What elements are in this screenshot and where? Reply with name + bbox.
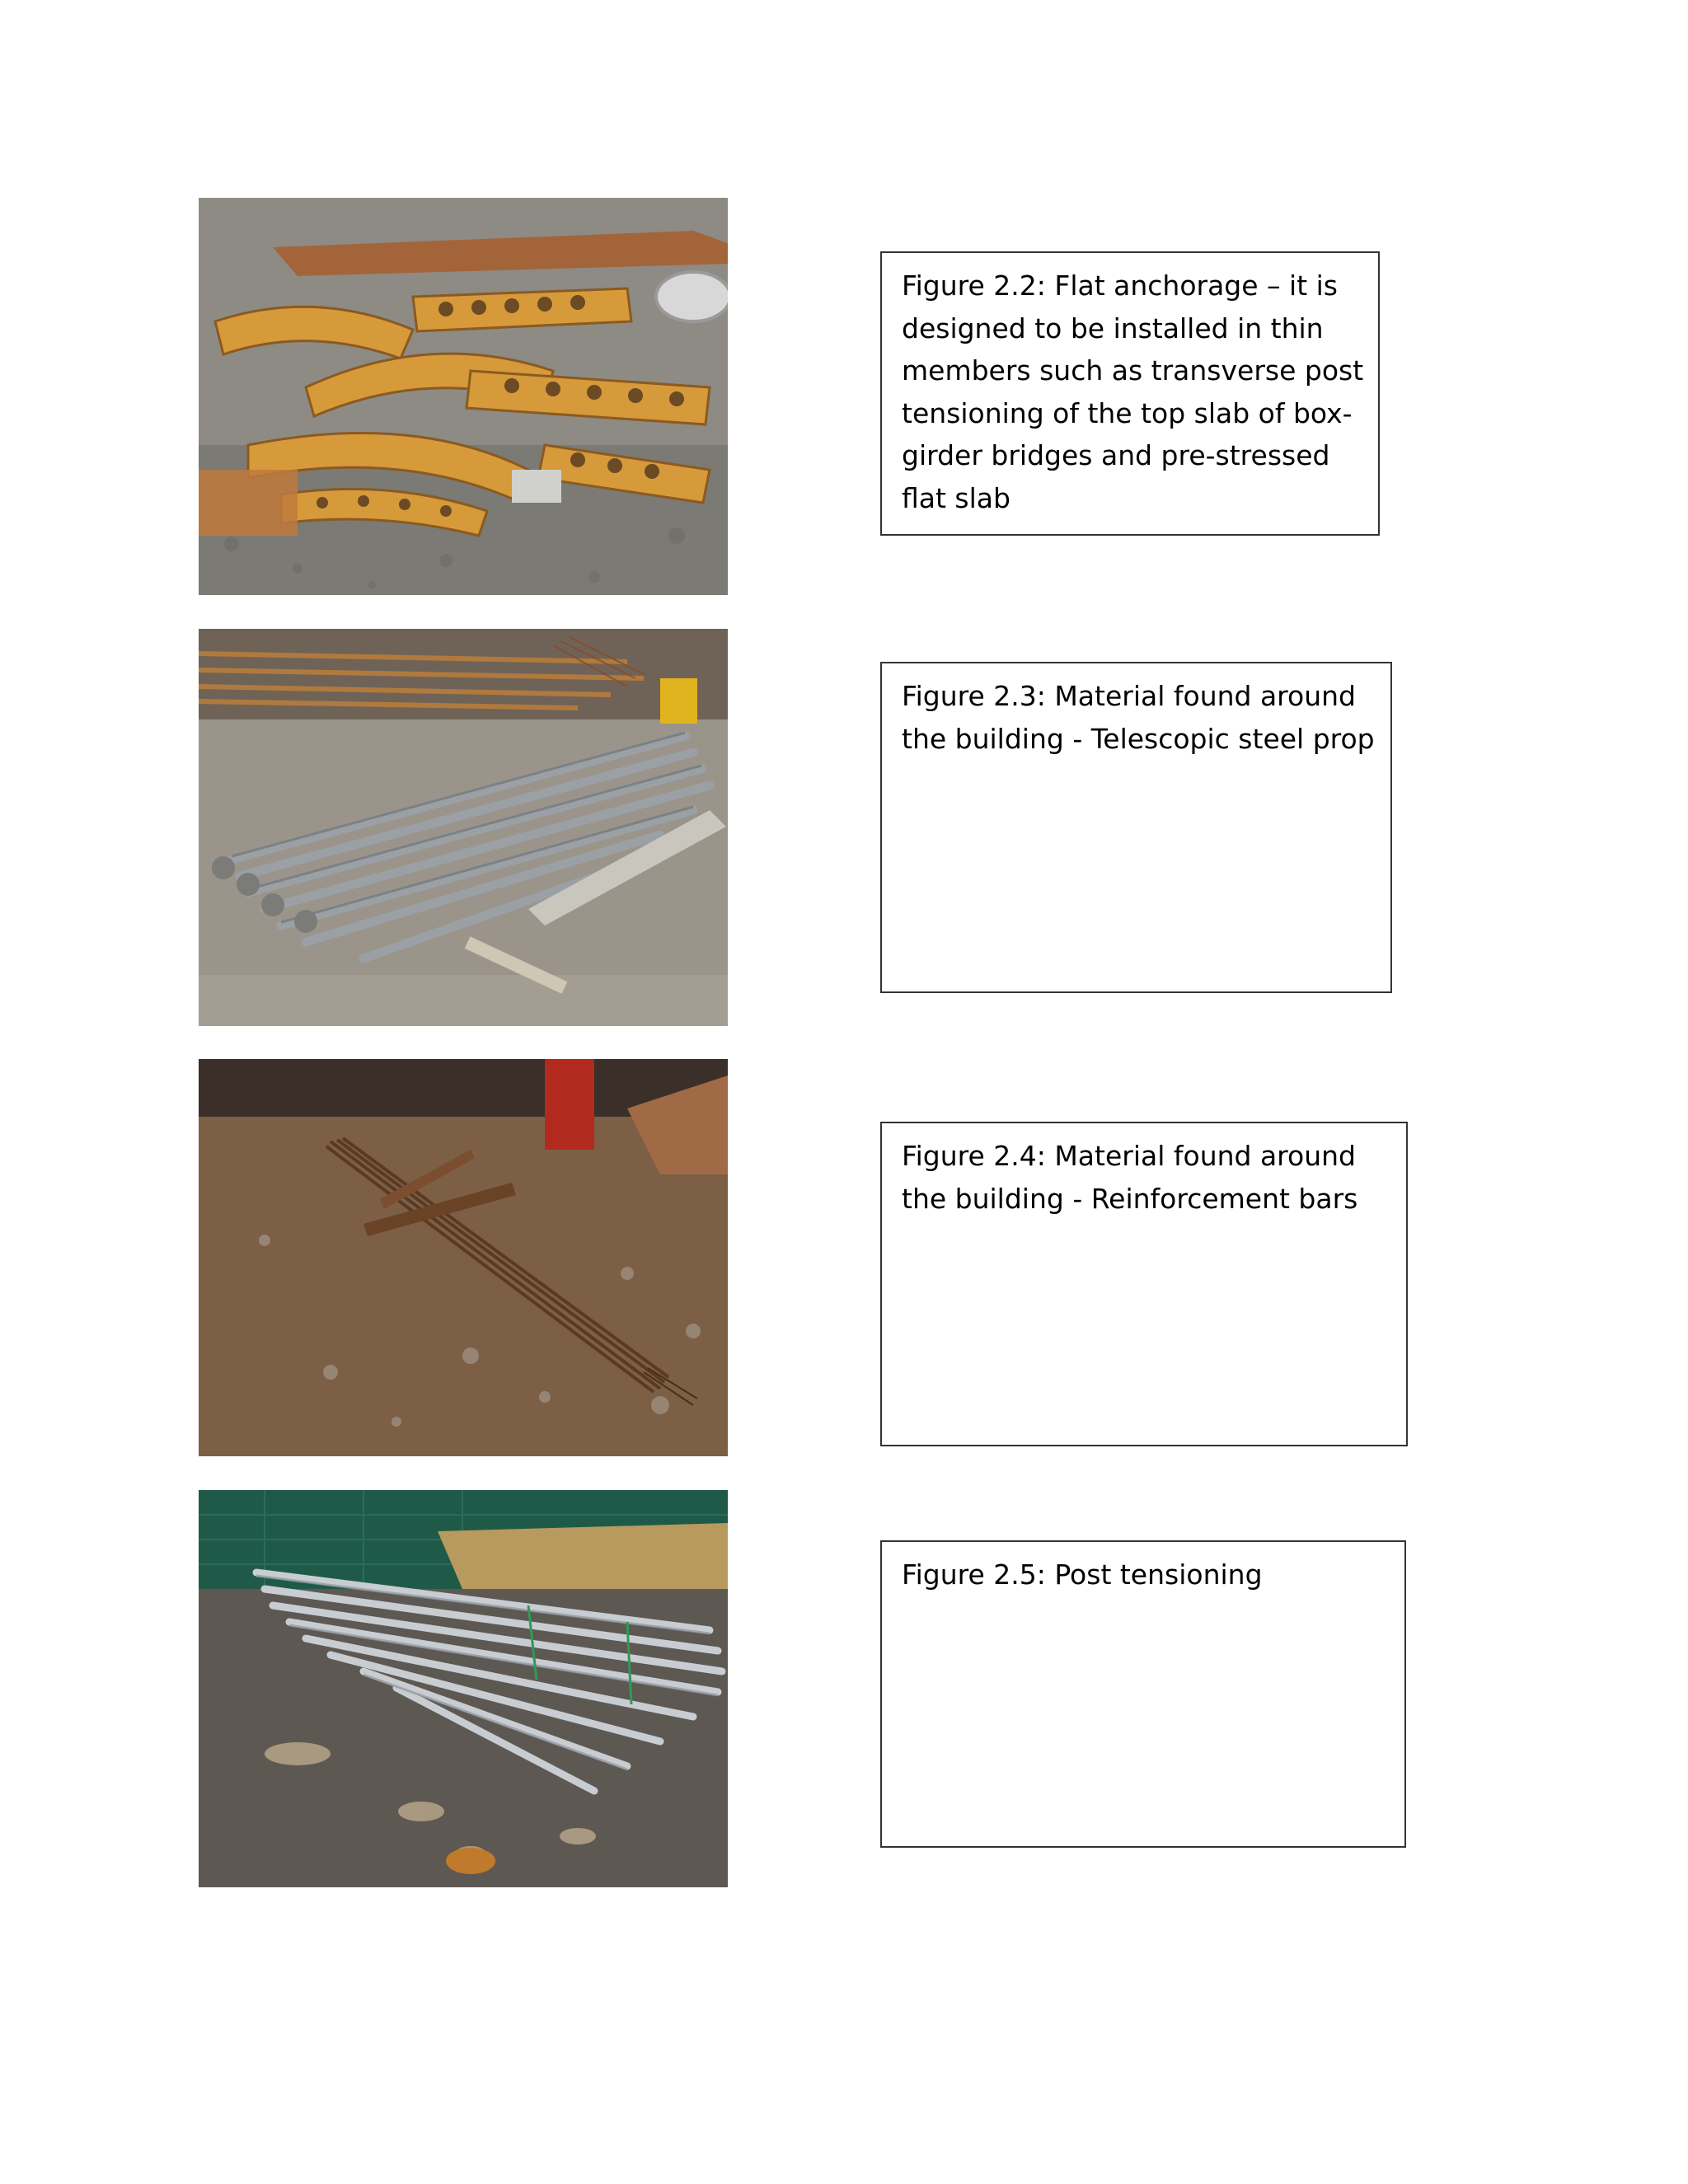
caption-figure-2-2: Figure 2.2: Flat anchorage – it is designed to be installed in thin members such as transverse post tensioning of the top slab of box-girder bridges and pre-stressed flat slab <box>902 269 1364 514</box>
caption-box-figure-2-5 <box>880 1540 1406 1848</box>
photo-telescopic-steel-prop <box>199 629 728 1026</box>
caption-box-figure-2-4 <box>880 1122 1408 1446</box>
photo-reinforcement-bars <box>199 1059 728 1456</box>
post-tensioning-image <box>199 1490 728 1887</box>
caption-figure-2-3: Figure 2.3: Material found around the building - Telescopic steel prop <box>902 680 1375 755</box>
reinforcement-bars-image <box>199 1059 728 1456</box>
photo-flat-anchorage <box>199 198 728 595</box>
caption-box-figure-2-3 <box>880 662 1392 993</box>
caption-figure-2-5: Figure 2.5: Post tensioning <box>902 1558 1263 1591</box>
flat-anchorage-image <box>199 198 728 595</box>
photo-post-tensioning <box>199 1490 728 1887</box>
caption-figure-2-4: Figure 2.4: Material found around the building - Reinforcement bars <box>902 1140 1358 1215</box>
telescopic-prop-image <box>199 629 728 1026</box>
caption-box-figure-2-2 <box>880 251 1380 536</box>
